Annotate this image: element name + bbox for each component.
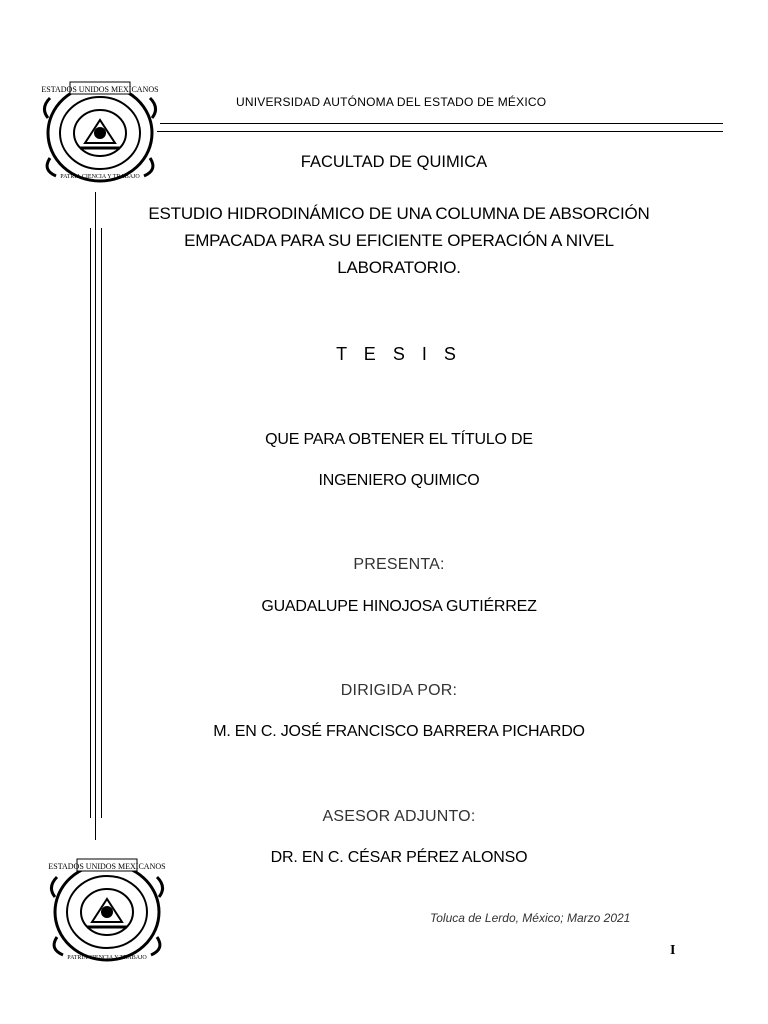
place-and-date: Toluca de Lerdo, México; Marzo 2021	[430, 911, 631, 925]
header-rule-top	[160, 123, 723, 124]
header-rule-bottom	[157, 131, 723, 132]
degree-name: INGENIERO QUIMICO	[318, 472, 480, 489]
director-label: DIRIGIDA POR:	[340, 682, 458, 699]
title-line: EMPACADA PARA SU EFICIENTE OPERACIÓN A NIVEL	[184, 231, 614, 250]
presenta-label: PRESENTA:	[353, 556, 445, 573]
university-seal-bottom	[46, 855, 168, 967]
svg-text:PATRIA CIENCIA Y TRABAJO: PATRIA CIENCIA Y TRABAJO	[67, 955, 147, 961]
advisor-name: DR. EN C. CÉSAR PÉREZ ALONSO	[270, 849, 528, 866]
faculty-name: FACULTAD DE QUIMICA	[300, 153, 488, 171]
university-name: UNIVERSIDAD AUTÓNOMA DEL ESTADO DE MÉXICO	[236, 95, 547, 109]
page-number: I	[670, 943, 676, 958]
advisor-label: ASESOR ADJUNTO:	[322, 808, 476, 825]
title-line: LABORATORIO.	[337, 258, 461, 277]
author-name: GUADALUPE HINOJOSA GUTIÉRREZ	[261, 598, 537, 615]
title-line: ESTUDIO HIDRODINÁMICO DE UNA COLUMNA DE ABSORCIÓN	[148, 204, 650, 223]
document-type: T E S I S	[336, 344, 462, 364]
svg-text:ESTADOS UNIDOS MEXICANOS: ESTADOS UNIDOS MEXICANOS	[48, 862, 166, 871]
svg-text:PATRIA CIENCIA Y TRABAJO: PATRIA CIENCIA Y TRABAJO	[60, 174, 140, 180]
left-rule-outer	[95, 192, 96, 840]
purpose-line: QUE PARA OBTENER EL TÍTULO DE	[265, 431, 533, 448]
director-name: M. EN C. JOSÉ FRANCISCO BARRERA PICHARDO	[213, 723, 585, 740]
svg-text:ESTADOS UNIDOS MEXICANOS: ESTADOS UNIDOS MEXICANOS	[41, 85, 159, 94]
thesis-title	[0, 200, 768, 281]
